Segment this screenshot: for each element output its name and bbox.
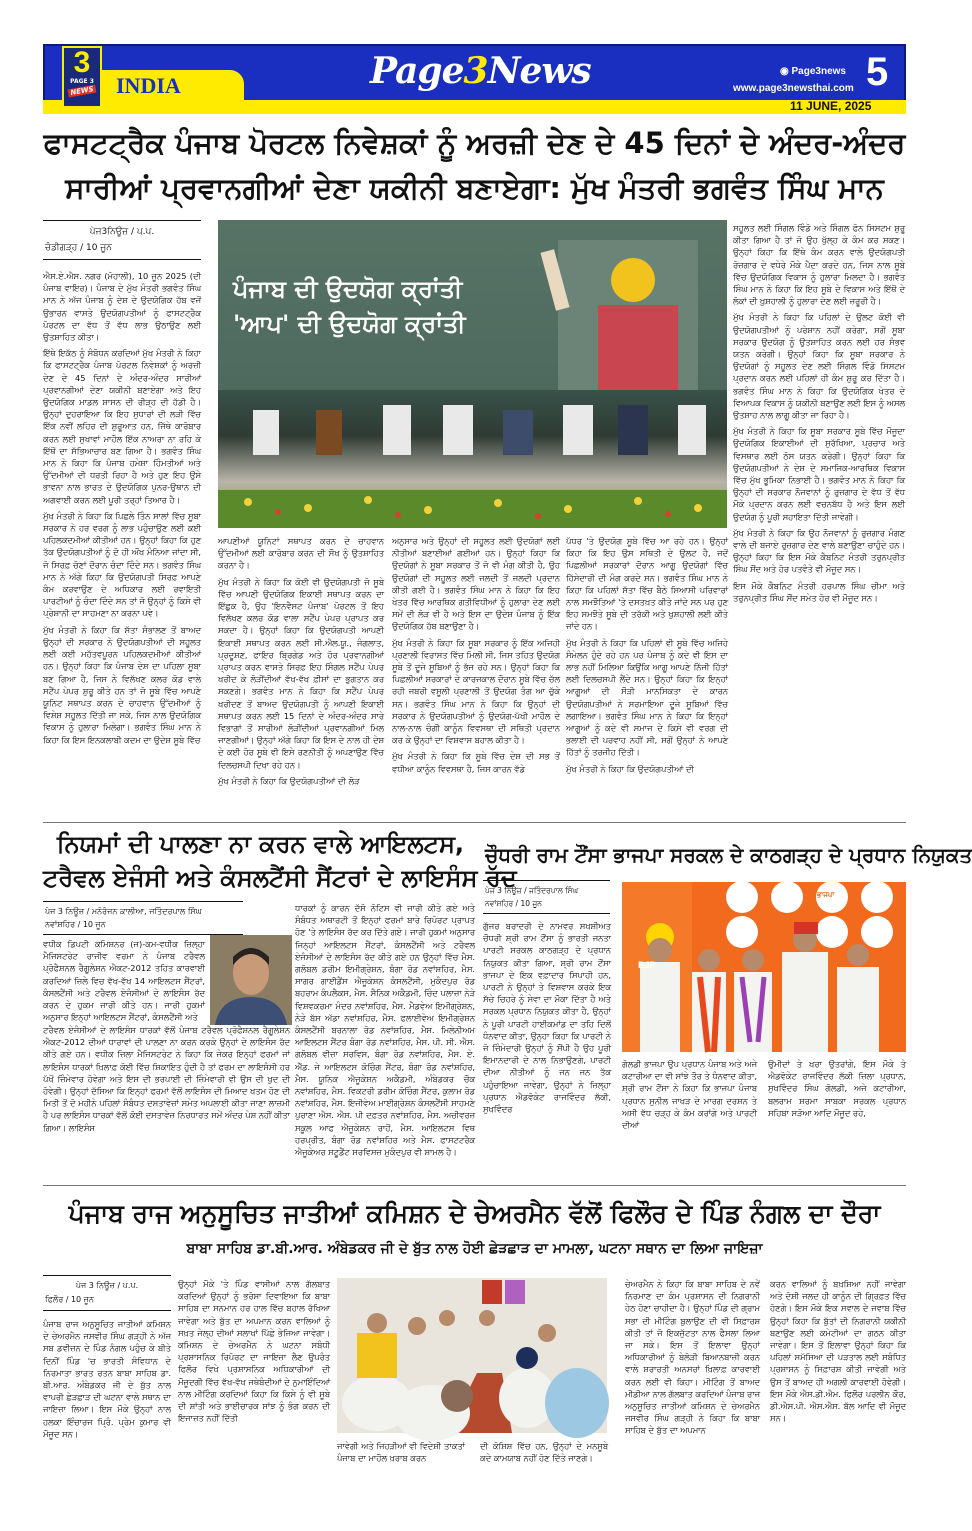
article2-column-2: ਧਾਰਕਾਂ ਨੂੰ ਕਾਰਨ ਦੱਸੋ ਨੋਟਿਸ ਵੀ ਜਾਰੀ ਕੀਤੇ ਗਏ ਅਤੇ ਸੰਬੰਧਤ ਅਥਾਰਟੀ ਤੋਂ ਇਨ੍ਹਾਂ ਫਰਮਾਂ ਬਾਰੇ ਰਿਪੋਰਟ ਪ੍ਰਾਪਤ ਹੋਣ 'ਤੇ ਲਾਇਸੰਸ ਰੱਦ ਕਰ ਦਿੱਤੇ ਗਏ। ਜਾਰੀ ਹੁਕਮਾਂ ਅਨੁਸਾਰ ਜਿਨ੍ਹਾਂ ਆਇਲਟਸ ਸੈਂਟਰਾਂ, ਕੰਸਲਟੈਂਸੀ ਅਤੇ ਟਰੈਵਲ ਏਜੰਸੀਆਂ ਦੇ ਲਾਇਸੰਸ ਰੱਦ ਕੀਤੇ ਗਏ ਹਨ ਉਨ੍ਹਾਂ ਵਿੱਚ ਮੈਸ. ਗਲੋਬਲ ਡਰੀਮ ਇਮੀਗ੍ਰੇਸ਼ਨ, ਬੰਗਾ ਰੋਡ ਨਵਾਂਸ਼ਹਿਰ, ਮੈਸ. ਸਾਗਰ ਗਾਈਡੈਂਸ ਐਜੂਕੇਸ਼ਨ ਕੰਸਲਟੈਂਸੀ, ਮੁਕੰਦਪੁਰ ਰੋਡ ਬਹਰਾਮ ਕੰਪਲੈਕਸ, ਮੈਸ. ਸੈਨਿਕ ਅਕੈਡਮੀ, ਚਿੰਦ ਪਲਾਜ਼ਾ ਨੇੜੇ ਵਿਸ਼ਵਕਰਮਾ ਮੰਦਰ ਨਵਾਂਸ਼ਹਿਰ, ਮੈਸ. ਮੈਡਵੇਅ ਇਮੀਗ੍ਰੇਸ਼ਨ, ਨੇੜੇ ਬੱਸ ਅੱਡਾ ਨਵਾਂਸ਼ਹਿਰ, ਮੈਸ. ਫਲਾਈਵੇਅ ਇਮੀਗ੍ਰੇਸ਼ਨ ਕੰਸਲਟੈਂਸੀ ਬਰਨਾਲਾ ਰੋਡ ਨਵਾਂਸ਼ਹਿਰ, ਮੈਸ. ਮਿਲੇਨੀਅਮ ਆਇਲਟਸ ਸੈਂਟਰ ਬੰਗਾ ਰੋਡ ਨਵਾਂਸ਼ਹਿਰ, ਮੈਸ. ਪੀ. ਸੀ. ਐਸ. ਗਲੋਬਲ ਵੀਜ਼ਾ ਸਰਵਿਸ, ਬੰਗਾ ਰੋਡ ਨਵਾਂਸ਼ਹਿਰ, ਮੈਸ. ਏ. ਐੱਡ. ਜੇ ਆਇਲਟਸ ਕੋਚਿੰਗ ਸੈਂਟਰ, ਬੰਗਾ ਰੋਡ ਨਵਾਂਸ਼ਹਿਰ, ਮੈਸ. ਯੂਨਿਕ ਐਜੂਕੇਸ਼ਨ ਅਕੈਡਮੀ, ਅੰਬੇਡਕਰ ਚੌਕ ਨਵਾਂਸ਼ਹਿਰ, ਮੈਸ. ਵਿਕਟਰੀ ਡਰੀਮ ਕੋਚਿੰਗ ਸੈਂਟਰ, ਕੁਲਾਮ ਰੋਡ ਨਵਾਂਸ਼ਹਿਰ, ਮੈਸ. ਇਜੀਵੇਅ ਮਾਈਗ੍ਰੇਸ਼ਨ ਕੰਸਲਟੈਂਸੀ ਸਾਹਮਣੇ ਪੁਰਾਣਾ ਐਸ. ਐਸ. ਪੀ ਦਫ਼ਤਰ ਨਵਾਂਸ਼ਹਿਰ, ਮੈਸ. ਅਚੀਵਰਜ਼ ਸਕੂਲ ਆਫ ਐਜੂਕੇਸ਼ਨ ਰਾਹੋਂ, ਮੈਸ. ਆਇਲਟਸ ਵਿਥ ਹਰਪ੍ਰੀਤ, ਬੰਗਾ ਰੋਡ ਨਵਾਂਸ਼ਹਿਰ ਅਤੇ ਮੈਸ. ਫਾਸਟਟਰੈਕ ਐਜੂਕੇਅਰ ਸਟੂਡੈਂਟ ਸਰਵਿਸਜ਼ ਮੁਕੰਦਪੁਰ ਵੀ ਸ਼ਾਮਲ ਹੈ। bbox=[295, 903, 475, 1158]
facebook-icon: ◉ bbox=[780, 66, 792, 77]
bjp-label: BJP bbox=[638, 960, 656, 970]
event-stage-illustration bbox=[218, 220, 727, 528]
article2-portrait-photo bbox=[210, 935, 292, 1025]
article4-photo-caption-right: ਦੀ ਕੋਸ਼ਿਸ਼ ਵਿੱਚ ਹਨ, ਉਨ੍ਹਾਂ ਦੇ ਮਨਸੂਬੇ ਕਦੇ ਕਾਮਯਾਬ ਨਹੀਂ ਹੋਣ ਦਿੱਤੇ ਜਾਣਗੇ। bbox=[480, 1441, 608, 1464]
article2-headline-line2: ਟਰੈਵਲ ਏਜੰਸੀ ਅਤੇ ਕੰਸਲਟੈਂਸੀ ਸੈਂਟਰਾਂ ਦੇ ਲਾਇਸੰਸ ਰੱਦ bbox=[43, 864, 517, 892]
paragraph: ਮੁੱਖ ਮੰਤਰੀ ਨੇ ਕਿਹਾ ਕਿ ਪਹਿਲਾਂ ਵੀ ਸੂਬੇ ਵਿੱਚ ਅਜਿਹੇ ਸੰਮੇਲਨ ਹੁੰਦੇ ਰਹੇ ਹਨ ਪਰ ਪੰਜਾਬ ਨੂੰ ਕਦੇ ਵੀ ਇਸ ਦਾ ਲਾਭ ਨਹੀਂ ਮਿਲਿਆ ਕਿਉਂਕਿ ਆਗੂ ਆਪਣੇ ਨਿੱਜੀ ਹਿੱਤਾਂ ਲਈ ਦਿਲਚਸਪੀ ਲੈਂਦੇ ਸਨ। ਉਨ੍ਹਾਂ ਕਿਹਾ ਕਿ ਇਨ੍ਹਾਂ ਆਗੂਆਂ ਦੀ ਸੌੜੀ ਮਾਨਸਿਕਤਾ ਦੇ ਕਾਰਨ ਉਦਯੋਗਪਤੀਆਂ ਨੇ ਸਰਮਾਇਆ ਦੂਜੇ ਸੂਬਿਆਂ ਵਿੱਚ ਲਗਾਇਆ। ਭਗਵੰਤ ਸਿੰਘ ਮਾਨ ਨੇ ਕਿਹਾ ਕਿ ਇਨ੍ਹਾਂ ਆਗੂਆਂ ਨੂੰ ਕਦੇ ਵੀ ਸਮਾਜ ਦੇ ਕਿਸੇ ਵੀ ਵਰਗ ਦੀ ਭਲਾਈ ਦੀ ਪਰਵਾਹ ਨਹੀਂ ਸੀ, ਸਗੋਂ ਉਨ੍ਹਾਂ ਨੇ ਆਪਣੇ ਹਿੱਤਾਂ ਨੂੰ ਤਰਜੀਹ ਦਿੱਤੀ। bbox=[566, 637, 728, 758]
article4-subheadline: ਬਾਬਾ ਸਾਹਿਬ ਡਾ.ਬੀ.ਆਰ. ਅੰਬੇਡਕਰ ਜੀ ਦੇ ਬੁੱਤ ਨਾਲ ਹੋਈ ਛੇੜਛਾੜ ਦਾ ਮਾਮਲਾ, ਘਟਨਾ ਸਥਾਨ ਦਾ ਲਿਆ ਜਾਇਜ਼ਾ bbox=[186, 1241, 763, 1257]
paragraph: ਮੁੱਖ ਮੰਤਰੀ ਨੇ ਕਿਹਾ ਕਿ ਸੂਬੇ ਵਿੱਚ ਦੇਸ਼ ਦੀ ਸਭ ਤੋਂ ਵਧੀਆ ਕਾਨੂੰਨ ਵਿਵਸਥਾ ਹੈ, ਜਿਸ ਕਾਰਨ ਵੱਡੇ bbox=[392, 751, 560, 774]
article4-headline: ਪੰਜਾਬ ਰਾਜ ਅਨੁਸੂਚਿਤ ਜਾਤੀਆਂ ਕਮਿਸ਼ਨ ਦੇ ਚੇਅਰਮੈਨ ਵੱਲੋਂ ਫਿਲੌਰ ਦੇ ਪਿੰਡ ਨੰਗਲ ਦਾ ਦੌਰਾ bbox=[68, 1199, 881, 1228]
article2-column-1: ਟਰੈਵਲ ਏਜੰਸੀਆਂ ਦੇ ਲਾਇਸੰਸ ਧਾਰਕਾਂ ਵੱਲੋਂ ਪੰਜਾਬ ਟਰੈਵਲ ਪ੍ਰੋਫੈਸ਼ਨਲ ਰੈਗੂਲੇਸ਼ਨ ਐਕਟ-2012 ਦੀਆਂ ਧਾਰਾਵਾਂ ਦੀ ਪਾਲਣਾ ਨਾ ਕਰਨ ਕਰਕੇ ਉਨ੍ਹਾਂ ਦੇ ਲਾਇਸੰਸ ਰੱਦ ਕੀਤੇ ਗਏ ਹਨ। ਵਧੀਕ ਜ਼ਿਲਾ ਮੈਜਿਸਟਰੇਟ ਨੇ ਕਿਹਾ ਕਿ ਜੇਕਰ ਇਨ੍ਹਾਂ ਫਰਮਾਂ ਜਾਂ ਲਾਇਸੰਸ ਧਾਰਕਾਂ ਖ਼ਿਲਾਫ਼ ਕੋਈ ਵਿੱਚ ਸ਼ਿਕਾਇਤ ਹੁੰਦੀ ਹੈ ਤਾਂ ਫਰਮ ਦਾ ਲਾਇਸੰਸੀ ਹਰ ਪੱਖੋਂ ਜ਼ਿੰਮੇਵਾਰ ਹੋਵੇਗਾ ਅਤੇ ਇਸ ਦੀ ਭਰਪਾਈ ਦੀ ਜ਼ਿੰਮੇਵਾਰੀ ਵੀ ਉਸ ਦੀ ਖੁਦ ਦੀ ਹੋਵੇਗੀ। ਉਨ੍ਹਾਂ ਦੱਸਿਆ ਕਿ ਇਨ੍ਹਾਂ ਫਰਮਾਂ ਵੱਲੋਂ ਲਾਇਸੰਸ ਦੀ ਮਿਆਦ ਖਤਮ ਹੋਣ ਦੀ ਮਿਤੀ ਤੋਂ ਦੋ ਮਹੀਨੇ ਪਹਿਲਾਂ ਸੰਬੰਧਤ ਦਸਤਾਵੇਜ਼ਾਂ ਸਮੇਤ ਅਪਲਾਈ ਕੀਤਾ ਜਾਣਾ ਲਾਜ਼ਮੀ ਹੈ ਪਰ ਲਾਇਸੰਸ ਧਾਰਕਾਂ ਵੱਲੋਂ ਕੋਈ ਦਸਤਾਵੇਜ਼ ਨਿਰਧਾਰਤ ਸਮੇਂ ਅੰਦਰ ਪੇਸ਼ ਨਹੀਂ ਕੀਤਾ ਗਿਆ। ਲਾਇਸੰਸ bbox=[43, 1025, 291, 1133]
portrait-illustration bbox=[210, 935, 292, 1025]
article2-byline: ਪੇਜ 3 ਨਿਊਜ਼ / ਮਨੋਰੰਜਨ ਕਾਲੀਆ, ਜਤਿੰਦਰਪਾਲ ਸਿੰਘ ਨਵਾਂਸ਼ਹਿਰ / 10 ਜੂਨ bbox=[43, 901, 243, 935]
article4-photo-caption-left: ਜਾਵੇਗੀ ਅਤੇ ਜਿਹੜੀਆਂ ਵੀ ਵਿਦੇਸ਼ੀ ਤਾਕਤਾਂ ਪੰਜਾਬ ਦਾ ਮਾਹੌਲ ਖ਼ਰਾਬ ਕਰਨ bbox=[337, 1441, 465, 1464]
paragraph: ਮੁੱਖ ਮੰਤਰੀ ਨੇ ਕਿਹਾ ਕਿ ਸੂਬਾ ਸਰਕਾਰ ਨੂੰ ਇੱਕ ਅਜਿਹੀ ਪ੍ਰਣਾਲੀ ਵਿਰਾਸਤ ਵਿੱਚ ਮਿਲੀ ਸੀ, ਜਿਸ ਤਹਿਤ ਉਦਯੋਗ ਸੂਬੇ ਤੋਂ ਦੂਜੇ ਸੂਬਿਆਂ ਨੂੰ ਭੱਜ ਰਹੇ ਸਨ। ਉਨ੍ਹਾਂ ਕਿਹਾ ਕਿ ਪਿਛਲੀਆਂ ਸਰਕਾਰਾਂ ਦੇ ਕਾਰਜਕਾਲ ਦੌਰਾਨ ਸੂਬੇ ਵਿੱਚ ਚੱਲ ਰਹੀ ਜਬਰੀ ਵਸੂਲੀ ਪ੍ਰਣਾਲੀ ਤੋਂ ਉਦਯੋਗ ਤੰਗ ਆ ਚੁੱਕੇ ਸਨ। ਭਗਵੰਤ ਸਿੰਘ ਮਾਨ ਨੇ ਕਿਹਾ ਕਿ ਉਨ੍ਹਾਂ ਦੀ ਸਰਕਾਰ ਨੇ ਉਦਯੋਗਪਤੀਆਂ ਨੂੰ ਉਦਯੋਗ-ਪੱਖੀ ਮਾਹੌਲ ਦੇ ਨਾਲ-ਨਾਲ ਚੰਗੀ ਕਾਨੂੰਨ ਵਿਵਸਥਾ ਦੀ ਸਥਿਤੀ ਪ੍ਰਦਾਨ ਕਰ ਕੇ ਉਨ੍ਹਾਂ ਦਾ ਵਿਸ਼ਵਾਸ ਬਹਾਲ ਕੀਤਾ ਹੈ। bbox=[392, 637, 560, 746]
lead-photo bbox=[218, 220, 727, 528]
photo-banner-line2: 'ਆਪ' ਦੀ ਉਦਯੋਗ ਕ੍ਰਾਂਤੀ bbox=[233, 310, 466, 338]
lead-column-1 bbox=[43, 270, 201, 815]
meeting-illustration bbox=[337, 1278, 607, 1433]
article3-byline: ਪੇਜ 3 ਨਿਊਜ਼ / ਜਤਿੰਦਰਪਾਲ ਸਿੰਘ ਨਵਾਂਸ਼ਹਿਰ / 10 ਜੂਨ bbox=[483, 880, 610, 914]
article4-column-1: ਪੰਜਾਬ ਰਾਜ ਅਨੁਸੂਚਿਤ ਜਾਤੀਆਂ ਕਮਿਸ਼ਨ ਦੇ ਚੇਅਰਮੈਨ ਜਸਵੀਰ ਸਿੰਘ ਗੜ੍ਹੀ ਨੇ ਅੱਜ ਸਬ ਡਵੀਜ਼ਨ ਦੇ ਪਿੰਡ ਨੰਗਲ ਪਹੁੰਚ ਕੇ ਬੀਤੇ ਦਿਨੀਂ ਪਿੰਡ 'ਚ ਭਾਰਤੀ ਸੰਵਿਧਾਨ ਦੇ ਨਿਰਮਾਤਾ ਭਾਰਤ ਰਤਨ ਬਾਬਾ ਸਾਹਿਬ ਡਾ. ਬੀ.ਆਰ. ਅੰਬੇਡਕਰ ਜੀ ਦੇ ਬੁੱਤ ਨਾਲ ਵਾਪਰੀ ਛੇੜਛਾੜ ਦੀ ਘਟਨਾ ਵਾਲੇ ਸਥਾਨ ਦਾ ਜਾਇਜ਼ਾ ਲਿਆ। ਇਸ ਮੌਕੇ ਉਨ੍ਹਾਂ ਨਾਲ ਹਲਕਾ ਇੰਚਾਰਜ ਪ੍ਰਿੰ. ਪ੍ਰੇਮ ਕੁਮਾਰ ਵੀ ਮੌਜੂਦ ਸਨ। bbox=[43, 1319, 171, 1439]
edition-label: INDIA bbox=[102, 70, 244, 102]
section-divider bbox=[43, 822, 906, 823]
paragraph: ਇਸ ਮੌਕੇ ਕੈਬਨਿਟ ਮੰਤਰੀ ਹਰਪਾਲ ਸਿੰਘ ਚੀਮਾ ਅਤੇ ਤਰੁਨਪ੍ਰੀਤ ਸਿੰਘ ਸੌਂਦ ਸਮੇਤ ਹੋਰ ਵੀ ਮੌਜੂਦ ਸਨ। bbox=[733, 580, 905, 603]
paragraph: ਮੁੱਖ ਮੰਤਰੀ ਨੇ ਕਿਹਾ ਕਿ ਪਿਛਲੇ ਤਿੰਨ ਸਾਲਾਂ ਵਿੱਚ ਸੂਬਾ ਸਰਕਾਰ ਨੇ ਹਰ ਵਰਗ ਨੂੰ ਲਾਭ ਪਹੁੰਚਾਉਣ ਲਈ ਕਈ ਪਹਿਲਕਦਮੀਆਂ ਕੀਤੀਆਂ ਹਨ। ਉਨ੍ਹਾਂ ਕਿਹਾ ਕਿ ਹੁਣ ਤੱਕ ਉਦਯੋਗਪਤੀਆਂ ਨੂੰ ਦੋ ਹੀ ਔਖ ਮੰਨਿਆ ਜਾਂਦਾ ਸੀ, ਜੋ ਸਿਰਫ਼ ਚੋਣਾਂ ਦੌਰਾਨ ਚੰਦਾ ਦਿੰਦੇ ਸਨ। ਭਗਵੰਤ ਸਿੰਘ ਮਾਨ ਨੇ ਅੱਗੇ ਕਿਹਾ ਕਿ ਉਦਯੋਗਪਤੀ ਸਿਰਫ਼ ਆਪਣੇ ਕੰਮ ਕਰਵਾਉਣ ਦੇ ਅਧਿਕਾਰ ਲਈ ਰਵਾਇਤੀ ਪਾਰਟੀਆਂ ਨੂੰ ਚੰਦਾ ਦਿੰਦੇ ਸਨ ਤਾਂ ਜੋ ਉਨ੍ਹਾਂ ਨੂੰ ਕਿਸੇ ਵੀ ਪ੍ਰੇਸ਼ਾਨੀ ਦਾ ਸਾਹਮਣਾ ਨਾ ਕਰਨਾ ਪਵੇ। bbox=[43, 510, 201, 619]
paragraph: ਅਨੁਸਾਰ ਅਤੇ ਉਨ੍ਹਾਂ ਦੀ ਸਹੂਲਤ ਲਈ ਉਦਯੋਗਾਂ ਲਈ ਨੀਤੀਆਂ ਬਣਾਈਆਂ ਗਈਆਂ ਹਨ। ਉਨ੍ਹਾਂ ਕਿਹਾ ਕਿ ਉਦਯੋਗਾਂ ਨੇ ਸੂਬਾ ਸਰਕਾਰ ਤੋਂ ਜੋ ਵੀ ਮੰਗ ਕੀਤੀ ਹੈ, ਉਹ ਉਦਯੋਗਾਂ ਦੀ ਸਹੂਲਤ ਲਈ ਜਲਦੀ ਤੋਂ ਜਲਦੀ ਪ੍ਰਦਾਨ ਕੀਤੀ ਗਈ ਹੈ। ਭਗਵੰਤ ਸਿੰਘ ਮਾਨ ਨੇ ਕਿਹਾ ਕਿ ਇਹ ਖੇਤਰ ਵਿੱਚ ਆਰਥਿਕ ਗਤੀਵਿਧੀਆਂ ਨੂੰ ਹੁਲਾਰਾ ਦੇਣ ਲਈ ਸਮੇਂ ਦੀ ਲੋੜ ਵੀ ਹੈ ਅਤੇ ਇਸ ਦਾ ਉਦੇਸ਼ ਪੰਜਾਬ ਨੂੰ ਇੱਕ ਉਦਯੋਗਿਕ ਹੱਬ ਬਣਾਉਣਾ ਹੈ। bbox=[392, 536, 560, 632]
bjp-label-punjabi: ਭਾਜਪਾ bbox=[817, 892, 835, 899]
article3-column-2: ਗੋਲਡੀ ਭਾਜਪਾ ਉਪ ਪ੍ਰਧਾਨ ਪੰਜਾਬ ਅਤੇ ਅਜੇ ਕਟਾਰੀਆ ਦਾ ਵੀ ਸਾਂਝੇ ਤੌਰ ਤੇ ਧੰਨਵਾਦ ਕੀਤਾ, ਸ਼੍ਰੀ ਰਾਮ ਟੌਂਸਾ ਨੇ ਕਿਹਾ ਕਿ ਭਾਜਪਾ ਪੰਜਾਬ ਪ੍ਰਧਾਨ ਸੁਨੀਲ ਜਾਖੜ ਦੇ ਮਾਰਗ ਦਰਸ਼ਨ ਤੇ ਅਸੀ ਵੱਧ ਚੜ੍ਹ ਕੇ ਕੰਮ ਕਰਾਂਗੇ ਅਤੇ ਪਾਰਟੀ ਦੀਆਂ bbox=[622, 1059, 757, 1131]
masthead-date-strip bbox=[43, 100, 906, 114]
article4-column-2: ਉਨ੍ਹਾਂ ਮੌਕੇ 'ਤੇ ਪਿੰਡ ਵਾਸੀਆਂ ਨਾਲ ਗੱਲਬਾਤ ਕਰਦਿਆਂ ਉਨ੍ਹਾਂ ਨੂੰ ਭਰੋਸਾ ਦਿਵਾਇਆ ਕਿ ਬਾਬਾ ਸਾਹਿਬ ਦਾ ਸਨਮਾਨ ਹਰ ਹਾਲ ਵਿੱਚ ਬਹਾਲ ਰੱਖਿਆ ਜਾਵੇਗਾ ਅਤੇ ਬੁੱਤ ਦਾ ਅਪਮਾਨ ਕਰਨ ਵਾਲਿਆਂ ਨੂੰ ਸਖ਼ਤ ਜੇਲ੍ਹ ਦੀਆਂ ਸਲਾਖਾਂ ਪਿੱਛੇ ਭੇਜਿਆ ਜਾਵੇਗਾ। ਕਮਿਸ਼ਨ ਦੇ ਚੇਅਰਮੈਨ ਨੇ ਘਟਨਾ ਸਬੰਧੀ ਪ੍ਰਸ਼ਾਸਨਿਕ ਰਿਪੋਰਟ ਦਾ ਜਾਇਜ਼ਾ ਲੈਣ ਉਪਰੰਤ ਫਿਲੌਰ ਵਿਖੇ ਪ੍ਰਸ਼ਾਸਨਿਕ ਅਧਿਕਾਰੀਆਂ ਦੀ ਮੌਜੂਦਗੀ ਵਿੱਚ ਵੱਖ-ਵੱਖ ਜਥੇਬੰਦੀਆਂ ਦੇ ਨੁਮਾਇੰਦਿਆਂ ਨਾਲ ਮੀਟਿੰਗ ਕਰਦਿਆਂ ਕਿਹਾ ਕਿ ਕਿਸੇ ਨੂੰ ਵੀ ਸੂਬੇ ਦੀ ਸ਼ਾਂਤੀ ਅਤੇ ਭਾਈਚਾਰਕ ਸਾਂਝ ਨੂੰ ਭੰਗ ਕਰਨ ਦੀ ਇਜਾਜ਼ਤ ਨਹੀਂ ਦਿੱਤੀ bbox=[178, 1279, 330, 1424]
paragraph: ਮੁੱਖ ਮੰਤਰੀ ਨੇ ਕਿਹਾ ਕਿ ਸੱਤਾ ਸੰਭਾਲਣ ਤੋਂ ਬਾਅਦ ਉਨ੍ਹਾਂ ਦੀ ਸਰਕਾਰ ਨੇ ਉਦਯੋਗਪਤੀਆਂ ਦੀ ਸਹੂਲਤ ਲਈ ਕਈ ਮਹੱਤਵਪੂਰਨ ਪਹਿਲਕਦਮੀਆਂ ਕੀਤੀਆਂ ਹਨ। ਉਨ੍ਹਾਂ ਕਿਹਾ ਕਿ ਪੰਜਾਬ ਦੇਸ਼ ਦਾ ਪਹਿਲਾ ਸੂਬਾ ਬਣ ਗਿਆ ਹੈ, ਜਿਸ ਨੇ ਵਿਲੱਖਣ ਕਲਰ ਕੋਡ ਵਾਲੇ ਸਟੈਂਪ ਪੇਪਰ ਸ਼ੁਰੂ ਕੀਤੇ ਹਨ ਤਾਂ ਜੋ ਸੂਬੇ ਵਿੱਚ ਆਪਣੇ ਯੂਨਿਟ ਸਥਾਪਤ ਕਰਨ ਦੇ ਚਾਹਵਾਨ ਉੱਦਮੀਆਂ ਨੂੰ ਵਿਸ਼ੇਸ਼ ਸਹੂਲਤ ਦਿੱਤੀ ਜਾ ਸਕੇ, ਜਿਸ ਨਾਲ ਉਦਯੋਗਿਕ ਵਿਕਾਸ ਨੂੰ ਹੁਲਾਰਾ ਮਿਲੇਗਾ। ਭਗਵੰਤ ਸਿੰਘ ਮਾਨ ਨੇ ਕਿਹਾ ਕਿ ਇਸ ਇਨਕਲਾਬੀ ਕਦਮ ਦਾ ਉਦੇਸ਼ ਸੂਬੇ ਵਿੱਚ bbox=[43, 624, 201, 745]
lead-column-4 bbox=[566, 535, 728, 817]
paragraph: ਐਸ.ਏ.ਐਸ. ਨਗਰ (ਮੋਹਾਲੀ), 10 ਜੂਨ 2025 (ਦੀ ਪੰਜਾਬ ਵਾਇਰ)। ਪੰਜਾਬ ਦੇ ਮੁੱਖ ਮੰਤਰੀ ਭਗਵੰਤ ਸਿੰਘ ਮਾਨ ਨੇ ਅੱਜ ਪੰਜਾਬ ਨੂੰ ਦੇਸ਼ ਦੇ ਉਦਯੋਗਿਕ ਹੱਬ ਵਜੋਂ ਉਭਾਰਨ ਵਾਸਤੇ ਉਦਯੋਗਪਤੀਆਂ ਨੂੰ ਫਾਸਟਟ੍ਰੈਕ ਪੋਰਟਲ ਦਾ ਵੱਧ ਤੋਂ ਵੱਧ ਲਾਭ ਉਠਾਉਣ ਲਈ ਉਤਸ਼ਾਹਿਤ ਕੀਤਾ। bbox=[43, 271, 201, 343]
page-number: 5 bbox=[866, 50, 889, 94]
photo-banner-line1: ਪੰਜਾਬ ਦੀ ਉਦਯੋਗ ਕ੍ਰਾਂਤੀ bbox=[233, 275, 463, 303]
page3-logo: 3 PAGE 3 NEWS bbox=[62, 46, 102, 108]
newspaper-title: Page3News bbox=[370, 50, 591, 92]
paragraph: ਮੁੱਖ ਮੰਤਰੀ ਨੇ ਕਿਹਾ ਕਿ ਪਹਿਲਾਂ ਦੇ ਉਲਟ ਕੋਈ ਵੀ ਉਦਯੋਗਪਤੀਆਂ ਨੂੰ ਪਰੇਸ਼ਾਨ ਨਹੀਂ ਕਰੇਗਾ, ਸਗੋਂ ਸੂਬਾ ਸਰਕਾਰ ਉਦਯੋਗ ਨੂੰ ਉਤਸ਼ਾਹਿਤ ਕਰਨ ਲਈ ਹਰ ਸੰਭਵ ਯਤਨ ਕਰੇਗੀ। ਉਨ੍ਹਾਂ ਕਿਹਾ ਕਿ ਸੂਬਾ ਸਰਕਾਰ ਨੇ ਉਦਯੋਗਾਂ ਨੂੰ ਸਹੂਲਤ ਦੇਣ ਲਈ ਸਿੰਗਲ ਵਿੰਡੋ ਸਿਸਟਮ ਪ੍ਰਦਾਨ ਕਰਨ ਲਈ ਪਹਿਲਾਂ ਹੀ ਕੰਮ ਸ਼ੁਰੂ ਕਰ ਦਿੱਤਾ ਹੈ। ਭਗਵੰਤ ਸਿੰਘ ਮਾਨ ਨੇ ਕਿਹਾ ਕਿ ਉਦਯੋਗਿਕ ਖੇਤਰ ਦੇ ਵਿਆਪਕ ਵਿਕਾਸ ਨੂੰ ਯਕੀਨੀ ਬਣਾਉਣ ਲਈ ਇਸ ਨੂੰ ਅਸਲ ਉਤਸ਼ਾਹ ਨਾਲ ਲਾਗੂ ਕੀਤਾ ਜਾ ਰਿਹਾ ਹੈ। bbox=[733, 312, 905, 421]
paragraph: ਮੁੱਖ ਮੰਤਰੀ ਨੇ ਕਿਹਾ ਕਿ ਉਹ ਨੌਜਵਾਨਾਂ ਨੂੰ ਰੁਜ਼ਗਾਰ ਮੰਗਣ ਵਾਲੇ ਦੀ ਬਜਾਏ ਰੁਜ਼ਗਾਰ ਦੇਣ ਵਾਲੇ ਬਣਾਉਣਾ ਚਾਹੁੰਦੇ ਹਨ। ਉਨ੍ਹਾਂ ਕਿਹਾ ਕਿ ਇਸ ਮੌਕੇ ਕੈਬਨਿਟ ਮੰਤਰੀ ਤਰੁਨਪ੍ਰੀਤ ਸਿੰਘ ਸੌਂਦ ਅਤੇ ਹੋਰ ਪਤਵੰਤੇ ਵੀ ਮੌਜੂਦ ਸਨ। bbox=[733, 527, 905, 575]
article2-headline-line1: ਨਿਯਮਾਂ ਦੀ ਪਾਲਣਾ ਨਾ ਕਰਨ ਵਾਲੇ ਆਇਲਟਸ, bbox=[56, 830, 465, 858]
article4-column-4: ਕਰਨ ਵਾਲਿਆਂ ਨੂੰ ਬਖ਼ਸ਼ਿਆ ਨਹੀਂ ਜਾਵੇਗਾ ਅਤੇ ਦੋਸ਼ੀ ਜਲਦ ਹੀ ਕਾਨੂੰਨ ਦੀ ਗ੍ਰਿਫ਼ਤ ਵਿੱਚ ਹੋਣਗੇ। ਇਸ ਮੌਕੇ ਇਕ ਸਵਾਲ ਦੇ ਜਵਾਬ ਵਿੱਚ ਉਨ੍ਹਾਂ ਕਿਹਾ ਕਿ ਬੁੱਤਾਂ ਦੀ ਨਿਗਰਾਨੀ ਯਕੀਨੀ ਬਣਾਉਣ ਲਈ ਕਮੇਟੀਆਂ ਦਾ ਗਠਨ ਕੀਤਾ ਜਾਵੇਗਾ। ਇਸ ਤੋਂ ਇਲਾਵਾ ਉਨ੍ਹਾਂ ਕਿਹਾ ਕਿ ਪਹਿਲਾਂ ਸਮੱਸਿਆ ਦੀ ਪੜਤਾਲ ਲਈ ਸਬੰਧਿਤ ਪ੍ਰਸ਼ਾਸਨ ਨੂੰ ਸਿਫ਼ਾਰਸ਼ ਕੀਤੀ ਜਾਵੇਗੀ ਅਤੇ ਉਸ ਤੋਂ ਬਾਅਦ ਹੀ ਅਗਲੀ ਕਾਰਵਾਈ ਹੋਵੇਗੀ। ਇਸ ਮੌਕੇ ਐਸ.ਡੀ.ਐਮ. ਫਿਲੌਰ ਪਰਲੀਨ ਕੌਰ, ਡੀ.ਐਸ.ਪੀ. ਐਸ.ਐਸ. ਬੱਲ ਆਦਿ ਵੀ ਮੌਜੂਦ ਸਨ। bbox=[770, 1279, 906, 1424]
paragraph: ਪੱਧਰ 'ਤੇ ਉਦਯੋਗ ਸੂਬੇ ਵਿੱਚ ਆ ਰਹੇ ਹਨ। ਉਨ੍ਹਾਂ ਕਿਹਾ ਕਿ ਇਹ ਉਸ ਸਥਿਤੀ ਦੇ ਉਲਟ ਹੈ, ਜਦੋਂ ਪਿਛਲੀਆਂ ਸਰਕਾਰਾਂ ਦੌਰਾਨ ਆਗੂ ਉਦਯੋਗਾਂ ਵਿੱਚ ਹਿੱਸੇਦਾਰੀ ਦੀ ਮੰਗ ਕਰਦੇ ਸਨ। ਭਗਵੰਤ ਸਿੰਘ ਮਾਨ ਨੇ ਕਿਹਾ ਕਿ ਪਹਿਲਾਂ ਸੱਤਾ ਵਿੱਚ ਬੈਠੇ ਸਿਆਸੀ ਪਰਿਵਾਰਾਂ ਨਾਲ ਸਮਝੌਤਿਆਂ 'ਤੇ ਦਸਤਖ਼ਤ ਕੀਤੇ ਜਾਂਦੇ ਸਨ ਪਰ ਹੁਣ ਇਹ ਸਮਝੌਤੇ ਸੂਬੇ ਦੀ ਤਰੱਕੀ ਅਤੇ ਖੁਸ਼ਹਾਲੀ ਲਈ ਕੀਤੇ ਜਾਂਦੇ ਹਨ। bbox=[566, 536, 728, 632]
lead-byline: ਪੇਜ3ਨਿਊਜ਼ / ਪ.ਪ. ਚੰਡੀਗੜ੍ਹ / 10 ਜੂਨ bbox=[43, 220, 201, 260]
paragraph: ਮੁੱਖ ਮੰਤਰੀ ਨੇ ਕਿਹਾ ਕਿ ਕੋਈ ਵੀ ਉਦਯੋਗਪਤੀ ਜੋ ਸੂਬੇ ਵਿੱਚ ਆਪਣੀ ਉਦਯੋਗਿਕ ਇਕਾਈ ਸਥਾਪਤ ਕਰਨ ਦਾ ਇੱਛੁਕ ਹੈ, ਉਹ 'ਇਨਵੈਸਟ ਪੰਜਾਬ' ਪੋਰਟਲ ਤੋਂ ਇਹ ਵਿਲੱਖਣ ਕਲਰ ਕੋਡ ਵਾਲਾ ਸਟੈਂਪ ਪੇਪਰ ਪ੍ਰਾਪਤ ਕਰ ਸਕਦਾ ਹੈ। ਉਨ੍ਹਾਂ ਕਿਹਾ ਕਿ ਉਦਯੋਗਪਤੀ ਆਪਣੀ ਇਕਾਈ ਸਥਾਪਤ ਕਰਨ ਲਈ ਸੀ.ਐਲ.ਯੂ., ਜੰਗਲਾਤ, ਪ੍ਰਦੂਸ਼ਣ, ਫਾਇਰ ਬ੍ਰਿਗੇਡ ਅਤੇ ਹੋਰ ਪ੍ਰਵਾਨਗੀਆਂ ਪ੍ਰਾਪਤ ਕਰਨ ਵਾਸਤੇ ਸਿਰਫ਼ ਇਹ ਸਿੰਗਲ ਸਟੈਂਪ ਪੇਪਰ ਖਰੀਦ ਕੇ ਲੋੜੀਂਦੀਆਂ ਵੱਖ-ਵੱਖ ਫ਼ੀਸਾਂ ਦਾ ਭੁਗਤਾਨ ਕਰ ਸਕਣਗੇ। ਭਗਵੰਤ ਮਾਨ ਨੇ ਕਿਹਾ ਕਿ ਸਟੈਂਪ ਪੇਪਰ ਖਰੀਦਣ ਤੋਂ ਬਾਅਦ ਉਦਯੋਗਪਤੀ ਨੂੰ ਆਪਣੀ ਇਕਾਈ ਸਥਾਪਤ ਕਰਨ ਲਈ 15 ਦਿਨਾਂ ਦੇ ਅੰਦਰ-ਅੰਦਰ ਸਾਰੇ ਵਿਭਾਗਾਂ ਤੋਂ ਸਾਰੀਆਂ ਲੋੜੀਂਦੀਆਂ ਪ੍ਰਵਾਨਗੀਆਂ ਮਿਲ ਜਾਣਗੀਆਂ। ਉਨ੍ਹਾਂ ਅੱਗੇ ਕਿਹਾ ਕਿ ਇਸ ਦੇ ਨਾਲ ਹੀ ਦੇਸ਼ ਦੇ ਕਈ ਹੋਰ ਸੂਬੇ ਵੀ ਇਸੇ ਰਣਨੀਤੀ ਨੂੰ ਅਪਣਾਉਣ ਵਿੱਚ ਦਿਲਚਸਪੀ ਦਿਖਾ ਰਹੇ ਹਨ। bbox=[218, 576, 384, 770]
paragraph: ਸਹੂਲਤ ਲਈ ਸਿੰਗਲ ਵਿੰਡੋ ਅਤੇ ਸਿੰਗਲ ਫੋਨ ਸਿਸਟਮ ਸ਼ੁਰੂ ਕੀਤਾ ਗਿਆ ਹੈ ਤਾਂ ਜੋ ਉਹ ਖੁੱਲ੍ਹ ਕੇ ਕੰਮ ਕਰ ਸਕਣ। ਉਨ੍ਹਾਂ ਕਿਹਾ ਕਿ ਇੱਥੇ ਕੰਮ ਕਰਨ ਵਾਲੇ ਉਦਯੋਗਪਤੀ ਰੋਜ਼ਗਾਰ ਦੇ ਵਧੇਰੇ ਮੌਕੇ ਪੈਦਾ ਕਰਦੇ ਹਨ, ਜਿਸ ਨਾਲ ਸੂਬੇ ਵਿੱਚ ਉਦਯੋਗਿਕ ਵਿਕਾਸ ਨੂੰ ਹੁਲਾਰਾ ਮਿਲਦਾ ਹੈ। ਭਗਵੰਤ ਸਿੰਘ ਮਾਨ ਨੇ ਕਿਹਾ ਕਿ ਇਹ ਸੂਬੇ ਦੇ ਵਿਕਾਸ ਅਤੇ ਇੱਥੋਂ ਦੇ ਲੋਕਾਂ ਦੀ ਖ਼ੁਸ਼ਹਾਲੀ ਨੂੰ ਹੁਲਾਰਾ ਦੇਣ ਲਈ ਜ਼ਰੂਰੀ ਹੈ। bbox=[733, 223, 905, 307]
paragraph: ਮੁੱਖ ਮੰਤਰੀ ਨੇ ਕਿਹਾ ਕਿ ਉਦਯੋਗਪਤੀਆਂ ਦੀ ਲੋੜ bbox=[218, 775, 360, 786]
lead-column-5 bbox=[733, 222, 905, 817]
article3-column-1: ਗੁੱਜਰ ਬਰਾਦਰੀ ਦੇ ਨਾਮਵਰ ਸਖਸ਼ੀਅਤ ਚੌਧਰੀ ਸ਼੍ਰੀ ਰਾਮ ਟੌਂਸਾ ਨੂੰ ਭਾਰਤੀ ਜਨਤਾ ਪਾਰਟੀ ਸਰਕਲ ਕਾਠਗੜ੍ਹ ਦੇ ਪ੍ਰਧਾਨ ਨਿਯੁਕਤ ਕੀਤਾ ਗਿਆ, ਸ਼੍ਰੀ ਰਾਮ ਟੌਂਸਾ ਭਾਜਪਾ ਦੇ ਇਕ ਵਫ਼ਾਦਾਰ ਸਿਪਾਹੀ ਹਨ, ਪਾਰਟੀ ਨੇ ਉਨ੍ਹਾਂ ਤੇ ਵਿਸ਼ਵਾਸ ਕਰਕੇ ਇਕ ਸੱਚੇ ਚਿਹਰੇ ਨੂੰ ਸੇਵਾ ਦਾ ਮੌਕਾ ਦਿੱਤਾ ਹੈ ਅਤੇ ਸਰਕਲ ਪ੍ਰਧਾਨ ਨਿਯੁਕਤ ਕੀਤਾ ਹੈ, ਉਨ੍ਹਾਂ ਨੇ ਪੂਰੀ ਪਾਰਟੀ ਹਾਈਕਮਾਂਡ ਦਾ ਤਹਿ ਦਿਲੋਂ ਧੰਨਵਾਦ ਕੀਤਾ, ਉਨ੍ਹਾ ਕਿਹਾ ਕਿ ਪਾਰਟੀ ਨੇ ਜੋ ਜ਼ਿੰਮੇਦਾਰੀ ਉਨ੍ਹਾਂ ਨੂੰ ਸੌਂਪੀ ਹੈ ਉਹ ਪੂਰੀ ਇਮਾਨਦਾਰੀ ਦੇ ਨਾਲ ਨਿਭਾਉਣਗੇ, ਪਾਰਟੀ ਦੀਆ ਨੀਤੀਆਂ ਨੂੰ ਜਨ ਜਨ ਤੱਕ ਪਹੁੰਚਾਇਆ ਜਾਵੇਗਾ, ਉਨ੍ਹਾਂ ਨੇ ਜ਼ਿਲ੍ਹਾ ਪ੍ਰਧਾਨ ਐਡਵੋਕੇਟ ਰਾਜਵਿੰਦਰ ਲੱਕੀ, ਸੁਖਵਿੰਦਰ bbox=[483, 921, 611, 1115]
article2-intro: ਵਧੀਕ ਡਿਪਟੀ ਕਮਿਸ਼ਨਰ (ਜ)-ਕਮ-ਵਧੀਕ ਜ਼ਿਲ੍ਹਾ ਮੈਜਿਸਟਰੇਟ ਰਾਜੀਵ ਵਰਮਾ ਨੇ ਪੰਜਾਬ ਟਰੈਵਲ ਪ੍ਰੋਫੈਸ਼ਨਲ ਰੈਗੂਲੇਸ਼ਨ ਐਕਟ-2012 ਤਹਿਤ ਕਾਰਵਾਈ ਕਰਦਿਆਂ ਜ਼ਿਲੇ ਵਿਚ ਵੱਖ-ਵੱਖ 14 ਆਇਲਟਸ ਸੈਂਟਰਾਂ, ਕੰਸਲਟੈਂਸੀ ਅਤੇ ਟਰੈਵਲ ਏਜੰਸੀਆਂ ਦੇ ਲਾਇਸੰਸ ਰੱਦ ਕਰਨ ਦੇ ਹੁਕਮ ਜਾਰੀ ਕੀਤੇ ਹਨ। ਜਾਰੀ ਹੁਕਮਾਂ ਅਨੁਸਾਰ ਇਨ੍ਹਾਂ ਆਇਲਟਸ ਸੈਂਟਰਾਂ, ਕੰਸਲਟੈਂਸੀ ਅਤੇ bbox=[43, 939, 205, 1023]
article3-headline: ਚੌਧਰੀ ਰਾਮ ਟੌਂਸਾ ਭਾਜਪਾ ਸਰਕਲ ਦੇ ਕਾਠਗੜ੍ਹ ਦੇ ਪ੍ਰਧਾਨ ਨਿਯੁਕਤ bbox=[485, 843, 972, 867]
paragraph: ਮੁੱਖ ਮੰਤਰੀ ਨੇ ਕਿਹਾ ਕਿ ਸੂਬਾ ਸਰਕਾਰ ਸੂਬੇ ਵਿੱਚ ਮੌਜੂਦਾ ਉਦਯੋਗਿਕ ਇਕਾਈਆਂ ਦੀ ਸੁਰੱਖਿਆ, ਪ੍ਰਚਾਰ ਅਤੇ ਵਿਸਥਾਰ ਲਈ ਠੋਸ ਯਤਨ ਕਰੇਗੀ। ਉਨ੍ਹਾਂ ਕਿਹਾ ਕਿ ਉਦਯੋਗਪਤੀਆਂ ਨੇ ਦੇਸ਼ ਦੇ ਸਮਾਜਿਕ-ਆਰਥਿਕ ਵਿਕਾਸ ਵਿੱਚ ਮੁੱਖ ਭੂਮਿਕਾ ਨਿਭਾਈ ਹੈ। ਭਗਵੰਤ ਮਾਨ ਨੇ ਕਿਹਾ ਕਿ ਉਨ੍ਹਾਂ ਦੀ ਸਰਕਾਰ ਨੌਜਵਾਨਾਂ ਨੂੰ ਰੁਜ਼ਗਾਰ ਦੇ ਵੱਧ ਤੋਂ ਵੱਧ ਮੌਕੇ ਪ੍ਰਦਾਨ ਕਰਨ ਲਈ ਵਚਨਬੱਧ ਹੈ ਅਤੇ ਇਸ ਲਈ ਉਦਯੋਗ ਨੂੰ ਪੂਰੀ ਸਹਾਇਤਾ ਦਿੱਤੀ ਜਾਵੇਗੀ। bbox=[733, 426, 905, 522]
paragraph: ਇੱਥੇ ਇਕੱਠ ਨੂੰ ਸੰਬੋਧਨ ਕਰਦਿਆਂ ਮੁੱਖ ਮੰਤਰੀ ਨੇ ਕਿਹਾ ਕਿ ਫਾਸਟਟ੍ਰੈਕ ਪੰਜਾਬ ਪੋਰਟਲ ਨਿਵੇਸ਼ਕਾਂ ਨੂੰ ਅਰਜ਼ੀ ਦੇਣ ਦੇ 45 ਦਿਨਾਂ ਦੇ ਅੰਦਰ-ਅੰਦਰ ਸਾਰੀਆਂ ਪ੍ਰਵਾਨਗੀਆਂ ਦੇਣਾ ਯਕੀਨੀ ਬਣਾਏਗਾ ਅਤੇ ਇਹ ਉਦਯੋਗਿਕ ਮਾਡਲ ਸ਼ਾਸਨ ਦੀ ਰੀੜ੍ਹ ਦੀ ਹੱਡੀ ਹੈ। ਉਨ੍ਹਾਂ ਦੁਹਰਾਇਆ ਕਿ ਇਹ ਸੁਧਾਰਾਂ ਦੀ ਲੜੀ ਵਿੱਚ ਇੱਕ ਨਵੀਂ ਲਹਿਰ ਦੀ ਸ਼ੁਰੂਆਤ ਹਨ, ਜਿੱਥੇ ਕਾਰੋਬਾਰ ਕਰਨ ਲਈ ਸੁਖਾਵਾਂ ਮਾਹੌਲ ਇੱਕ ਨਾਅਰਾ ਨਾ ਰਹਿ ਕੇ ਇੱਥੋਂ ਦਾ ਸੱਭਿਆਚਾਰ ਬਣ ਗਿਆ ਹੈ। ਭਗਵੰਤ ਸਿੰਘ ਮਾਨ ਨੇ ਕਿਹਾ ਕਿ ਪੰਜਾਬ ਹਮੇਸ਼ਾ ਹਿੰਮਤੀਆਂ ਅਤੇ ਉੱਦਮੀਆਂ ਦੀ ਧਰਤੀ ਰਿਹਾ ਹੈ ਅਤੇ ਹੁਣ ਇਹ ਉਸੇ ਭਾਵਨਾ ਨਾਲ ਭਾਰਤ ਦੇ ਉਦਯੋਗਿਕ ਪੁਨਰ-ਉਥਾਨ ਦੀ ਅਗਵਾਈ ਕਰਨ ਲਈ ਪੂਰੀ ਤਰ੍ਹਾਂ ਤਿਆਰ ਹੈ। bbox=[43, 348, 201, 505]
article4-meeting-photo bbox=[337, 1278, 607, 1433]
bjp-event-illustration bbox=[622, 882, 906, 1052]
article3-photo bbox=[622, 882, 906, 1052]
website-url[interactable]: www.page3newsthai.com bbox=[733, 83, 854, 94]
article4-byline: ਪੇਜ 3 ਨਿਊਜ਼ / ਪ.ਪ. ਫਿਲੌਰ / 10 ਜੂਨ bbox=[43, 1275, 171, 1311]
article3-column-3: ਉਮੀਦਾਂ ਤੇ ਖਰਾ ਉਤਰਾਂਗੇ, ਇਸ ਮੌਕੇ ਤੇ ਐਡਵੋਕੇਟ ਰਾਜਵਿੰਦਰ ਲੱਕੀ ਜ਼ਿਲਾ ਪ੍ਰਧਾਨ, ਸੁਖਵਿੰਦਰ ਸਿੰਘ ਗੋਲਡੀ, ਅਜੇ ਕਟਾਰੀਆ, ਬਲਰਾਮ ਸ਼ਰਮਾ ਸਾਬਕਾ ਸਰਕਲ ਪ੍ਰਧਾਨ ਸਹਿਬਾ ਸੜੋਆ ਆਦਿ ਮੌਜੂਦ ਰਹੇ, bbox=[768, 1059, 906, 1118]
social-handle: ◉ Page3news bbox=[780, 66, 846, 77]
lead-headline-line2: ਸਾਰੀਆਂ ਪ੍ਰਵਾਨਗੀਆਂ ਦੇਣਾ ਯਕੀਨੀ ਬਣਾਏਗਾ: ਮੁੱਖ ਮੰਤਰੀ ਭਗਵੰਤ ਸਿੰਘ ਮਾਨ bbox=[65, 171, 884, 205]
paragraph: ਆਪਣੀਆਂ ਯੂਨਿਟਾਂ ਸਥਾਪਤ ਕਰਨ ਦੇ ਚਾਹਵਾਨ ਉੱਦਮੀਆਂ ਲਈ ਕਾਰੋਬਾਰ ਕਰਨ ਦੀ ਸੌਖ ਨੂੰ ਉਤਸ਼ਾਹਿਤ ਕਰਨਾ ਹੈ। bbox=[218, 536, 384, 571]
article4-column-3: ਚੇਅਰਮੈਨ ਨੇ ਕਿਹਾ ਕਿ ਬਾਬਾ ਸਾਹਿਬ ਦੇ ਨਵੇਂ ਨਿਰਮਾਣ ਦਾ ਕੰਮ ਪ੍ਰਸ਼ਾਸਨ ਦੀ ਨਿਗਰਾਨੀ ਹੇਠ ਹੋਣਾ ਚਾਹੀਦਾ ਹੈ। ਉਨ੍ਹਾਂ ਪਿੰਡ ਦੀ ਗ੍ਰਾਮ ਸਭਾ ਦੀ ਮੀਟਿੰਗ ਬੁਲਾਉਣ ਦੀ ਵੀ ਸਿਫ਼ਾਰਸ਼ ਕੀਤੀ ਤਾਂ ਜੋ ਇਕਜੁੱਟਤਾ ਨਾਲ ਫੈਸਲਾ ਲਿਆ ਜਾ ਸਕੇ। ਇਸ ਤੋਂ ਇਲਾਵਾ ਉਨ੍ਹਾਂ ਅਧਿਕਾਰੀਆਂ ਨੂੰ ਬੇਲੋੜੀ ਬਿਆਨਬਾਜ਼ੀ ਕਰਨ ਵਾਲੇ ਸ਼ਰਾਰਤੀ ਅਨਸਰਾਂ ਖ਼ਿਲਾਫ਼ ਕਾਰਵਾਈ ਕਰਨ ਲਈ ਵੀ ਕਿਹਾ। ਮੀਟਿੰਗ ਤੋਂ ਬਾਅਦ ਮੀਡੀਆ ਨਾਲ ਗੱਲਬਾਤ ਕਰਦਿਆਂ ਪੰਜਾਬ ਰਾਜ ਅਨੁਸੂਚਿਤ ਜਾਤੀਆਂ ਕਮਿਸ਼ਨ ਦੇ ਚੇਅਰਮੈਨ ਜਸਵੀਰ ਸਿੰਘ ਗੜ੍ਹੀ ਨੇ ਕਿਹਾ ਕਿ ਬਾਬਾ ਸਾਹਿਬ ਦੇ ਬੁੱਤ ਦਾ ਅਪਮਾਨ bbox=[625, 1279, 760, 1436]
lead-column-3 bbox=[392, 535, 560, 817]
issue-date: 11 JUNE, 2025 bbox=[790, 99, 872, 113]
lead-column-2 bbox=[218, 535, 384, 817]
paragraph: ਮੁੱਖ ਮੰਤਰੀ ਨੇ ਕਿਹਾ ਕਿ ਉਦਯੋਗਪਤੀਆਂ ਦੀ bbox=[566, 763, 694, 774]
section-divider bbox=[43, 1185, 906, 1186]
lead-headline-line1: ਫਾਸਟਟ੍ਰੈਕ ਪੰਜਾਬ ਪੋਰਟਲ ਨਿਵੇਸ਼ਕਾਂ ਨੂੰ ਅਰਜ਼ੀ ਦੇਣ ਦੇ 45 ਦਿਨਾਂ ਦੇ ਅੰਦਰ-ਅੰਦਰ bbox=[43, 126, 906, 160]
